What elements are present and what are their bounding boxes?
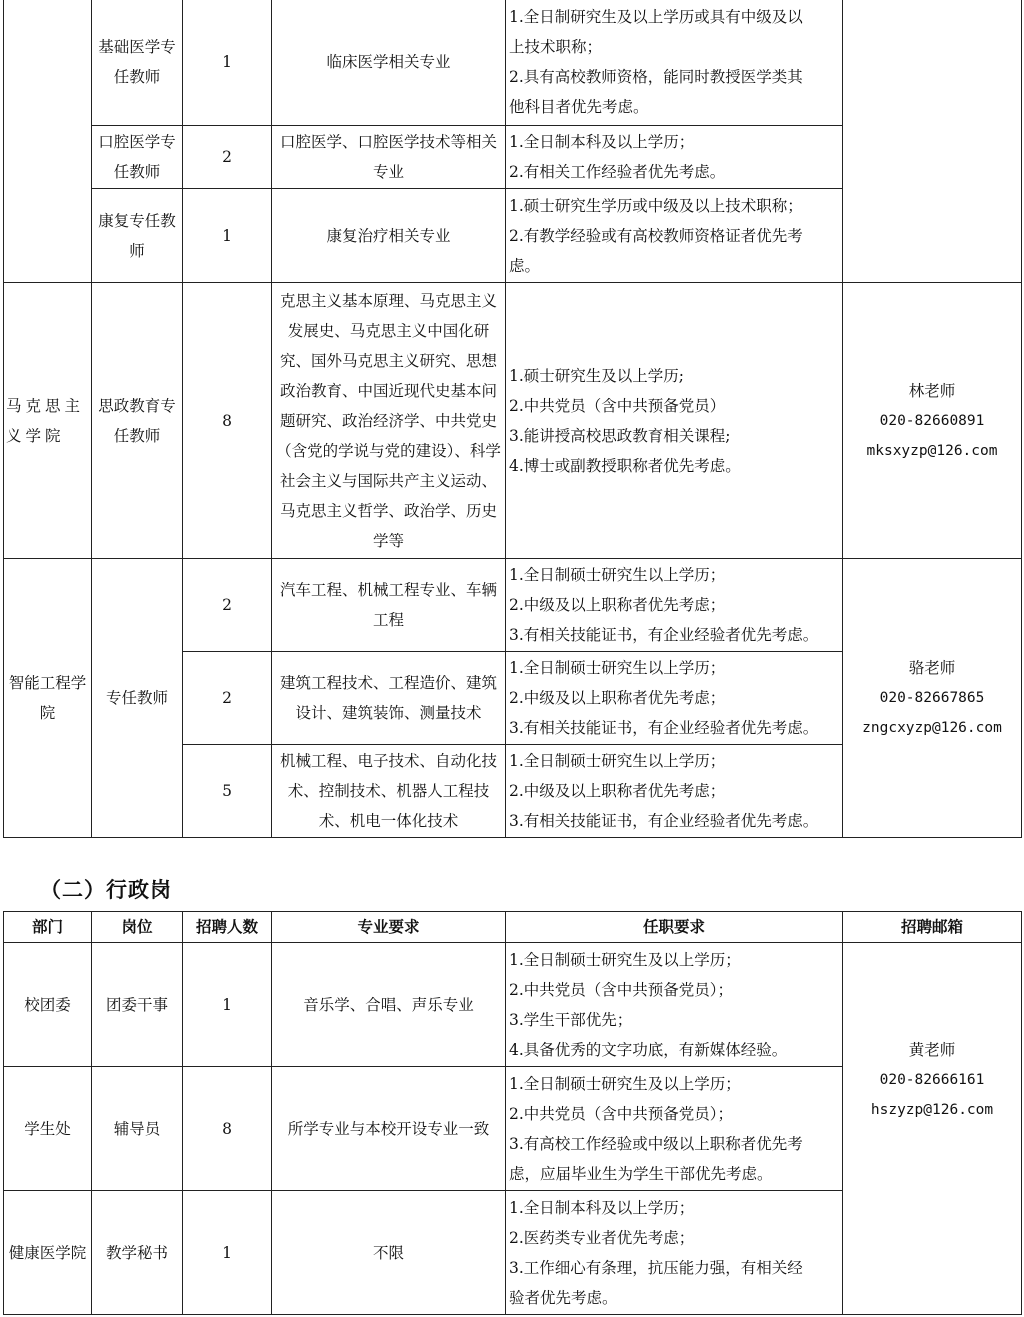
major-cell: 克思主义基本原理、马克思主义发展史、马克思主义中国化研究、国外马克思主义研究、思想政治教育、中国近现代史基本问题研究、政治经济学、中共党史（含党的学说与党的建设）、科学社会主义与国际共产主义运动、马克思主义哲学、政治学、历史学等	[272, 283, 506, 559]
requirement-line: 1.全日制本科及以上学历；	[509, 1198, 695, 1217]
count-cell: 2	[183, 126, 272, 189]
requirement-line: 3.有相关技能证书，有企业经验者优先考虑。	[509, 812, 819, 830]
requirement-line: 4.具备优秀的文字功底，有新媒体经验。	[509, 1040, 788, 1059]
contact-email[interactable]: hszyzp@126.com	[870, 1102, 994, 1118]
academic-positions-table	[3, 0, 1022, 838]
table-row	[4, 0, 1022, 126]
contact-email[interactable]: zngcxyzp@126.com	[862, 720, 1002, 736]
requirement-line: 3.工作细心有条理，抗压能力强，有相关经	[509, 1258, 803, 1277]
table-row	[4, 283, 1022, 559]
table-row	[4, 559, 1022, 652]
requirements-cell	[506, 0, 843, 126]
administrative-positions-table	[3, 911, 1022, 1315]
requirement-line: 1.全日制硕士研究生以上学历；	[509, 566, 726, 584]
contact-cell	[843, 943, 1022, 1315]
count-cell: 1	[183, 189, 272, 283]
requirement-line: 4.博士或副教授职称者优先考虑。	[509, 456, 741, 475]
requirement-line: 3.学生干部优先；	[509, 1010, 633, 1029]
position-cell: 口腔医学专任教师	[92, 126, 183, 189]
requirement-line: 1.全日制硕士研究生以上学历；	[509, 752, 726, 770]
table-row	[4, 943, 1022, 1067]
major-cell: 机械工程、电子技术、自动化技术、控制技术、机器人工程技术、机电一体化技术	[272, 745, 506, 838]
dept-cell: 马克思主义学院	[4, 283, 92, 559]
dept-cell-empty	[4, 0, 92, 283]
count-cell: 1	[183, 943, 272, 1067]
contact-name: 林老师	[908, 381, 956, 400]
count-cell: 2	[183, 652, 272, 745]
contact-phone: 020-82667865	[879, 690, 985, 706]
major-cell: 不限	[272, 1191, 506, 1315]
position-cell: 团委干事	[92, 943, 183, 1067]
header-dept: 部门	[4, 912, 92, 943]
position-cell: 教学秘书	[92, 1191, 183, 1315]
requirement-line: 3.有高校工作经验或中级以上职称者优先考	[509, 1134, 803, 1153]
requirements-cell	[506, 1067, 843, 1191]
count-cell: 8	[183, 1067, 272, 1191]
requirement-line: 2.中级及以上职称者优先考虑；	[509, 689, 726, 707]
major-cell: 汽车工程、机械工程专业、车辆工程	[272, 559, 506, 652]
contact-name: 骆老师	[908, 659, 956, 677]
dept-cell: 健康医学院	[4, 1191, 92, 1315]
header-requirements: 任职要求	[506, 912, 843, 943]
requirement-line: 2.中级及以上职称者优先考虑；	[509, 596, 726, 614]
table-header-row	[4, 912, 1022, 943]
major-cell: 建筑工程技术、工程造价、建筑设计、建筑装饰、测量技术	[272, 652, 506, 745]
count-cell: 8	[183, 283, 272, 559]
requirements-cell	[506, 189, 843, 283]
major-cell: 临床医学相关专业	[272, 0, 506, 126]
requirement-line: 1.全日制硕士研究生以上学历；	[509, 659, 726, 677]
major-cell: 康复治疗相关专业	[272, 189, 506, 283]
requirements-cell	[506, 559, 843, 652]
requirement-line: 1.全日制硕士研究生及以上学历；	[509, 1074, 741, 1093]
requirement-line: 3.有相关技能证书，有企业经验者优先考虑。	[509, 719, 819, 737]
requirement-line: 1.硕士研究生学历或中级及以上技术职称；	[509, 196, 803, 215]
requirements-cell	[506, 1191, 843, 1315]
header-email: 招聘邮箱	[843, 912, 1022, 943]
position-cell: 思政教育专任教师	[92, 283, 183, 559]
requirement-line: 2.中共党员（含中共预备党员）	[509, 396, 726, 415]
requirement-line: 虑，应届毕业生为学生干部优先考虑。	[509, 1164, 773, 1183]
requirement-line: 2.医药类专业者优先考虑；	[509, 1228, 695, 1247]
requirement-line: 他科目者优先考虑。	[509, 98, 649, 116]
contact-name: 黄老师	[908, 1041, 956, 1059]
position-cell: 专任教师	[92, 559, 183, 838]
requirement-line: 虑。	[509, 256, 541, 275]
dept-cell: 学生处	[4, 1067, 92, 1191]
contact-phone: 020-82660891	[879, 412, 985, 429]
position-cell: 基础医学专任教师	[92, 0, 183, 126]
requirements-cell	[506, 283, 843, 559]
requirement-line: 3.能讲授高校思政教育相关课程;	[509, 426, 731, 445]
position-cell: 康复专任教师	[92, 189, 183, 283]
contact-cell	[843, 283, 1022, 559]
requirement-line: 2.中共党员（含中共预备党员）；	[509, 1104, 734, 1123]
requirement-line: 上技术职称；	[509, 38, 603, 56]
dept-cell: 校团委	[4, 943, 92, 1067]
major-cell: 口腔医学、口腔医学技术等相关专业	[272, 126, 506, 189]
requirements-cell	[506, 943, 843, 1067]
contact-cell	[843, 559, 1022, 838]
requirement-line: 2.有教学经验或有高校教师资格证者优先考	[509, 226, 803, 245]
requirement-line: 2.有相关工作经验者优先考虑。	[509, 163, 726, 181]
requirement-line: 1.全日制本科及以上学历；	[509, 133, 695, 151]
header-major: 专业要求	[272, 912, 506, 943]
major-cell: 所学专业与本校开设专业一致	[272, 1067, 506, 1191]
contact-phone: 020-82666161	[879, 1072, 985, 1088]
count-cell: 1	[183, 0, 272, 126]
position-cell: 辅导员	[92, 1067, 183, 1191]
header-position: 岗位	[92, 912, 183, 943]
requirement-line: 3.有相关技能证书，有企业经验者优先考虑。	[509, 626, 819, 644]
requirements-cell	[506, 745, 843, 838]
requirements-cell	[506, 126, 843, 189]
dept-cell: 智能工程学院	[4, 559, 92, 838]
section-title: （二）行政岗	[40, 878, 172, 902]
major-cell: 音乐学、合唱、声乐专业	[272, 943, 506, 1067]
count-cell: 5	[183, 745, 272, 838]
count-cell: 1	[183, 1191, 272, 1315]
requirement-line: 1.硕士研究生及以上学历;	[509, 366, 685, 385]
requirement-line: 2.中共党员（含中共预备党员）；	[509, 980, 734, 999]
requirement-line: 1.全日制研究生及以上学历或具有中级及以	[509, 8, 803, 26]
requirements-cell	[506, 652, 843, 745]
count-cell: 2	[183, 559, 272, 652]
requirement-line: 2.具有高校教师资格，能同时教授医学类其	[509, 68, 803, 86]
requirement-line: 验者优先考虑。	[509, 1288, 618, 1307]
contact-email[interactable]: mksxyzp@126.com	[866, 442, 998, 459]
requirement-line: 2.中级及以上职称者优先考虑；	[509, 782, 726, 800]
requirement-line: 1.全日制硕士研究生及以上学历；	[509, 950, 741, 969]
header-count: 招聘人数	[183, 912, 272, 943]
contact-cell-empty	[843, 0, 1022, 283]
